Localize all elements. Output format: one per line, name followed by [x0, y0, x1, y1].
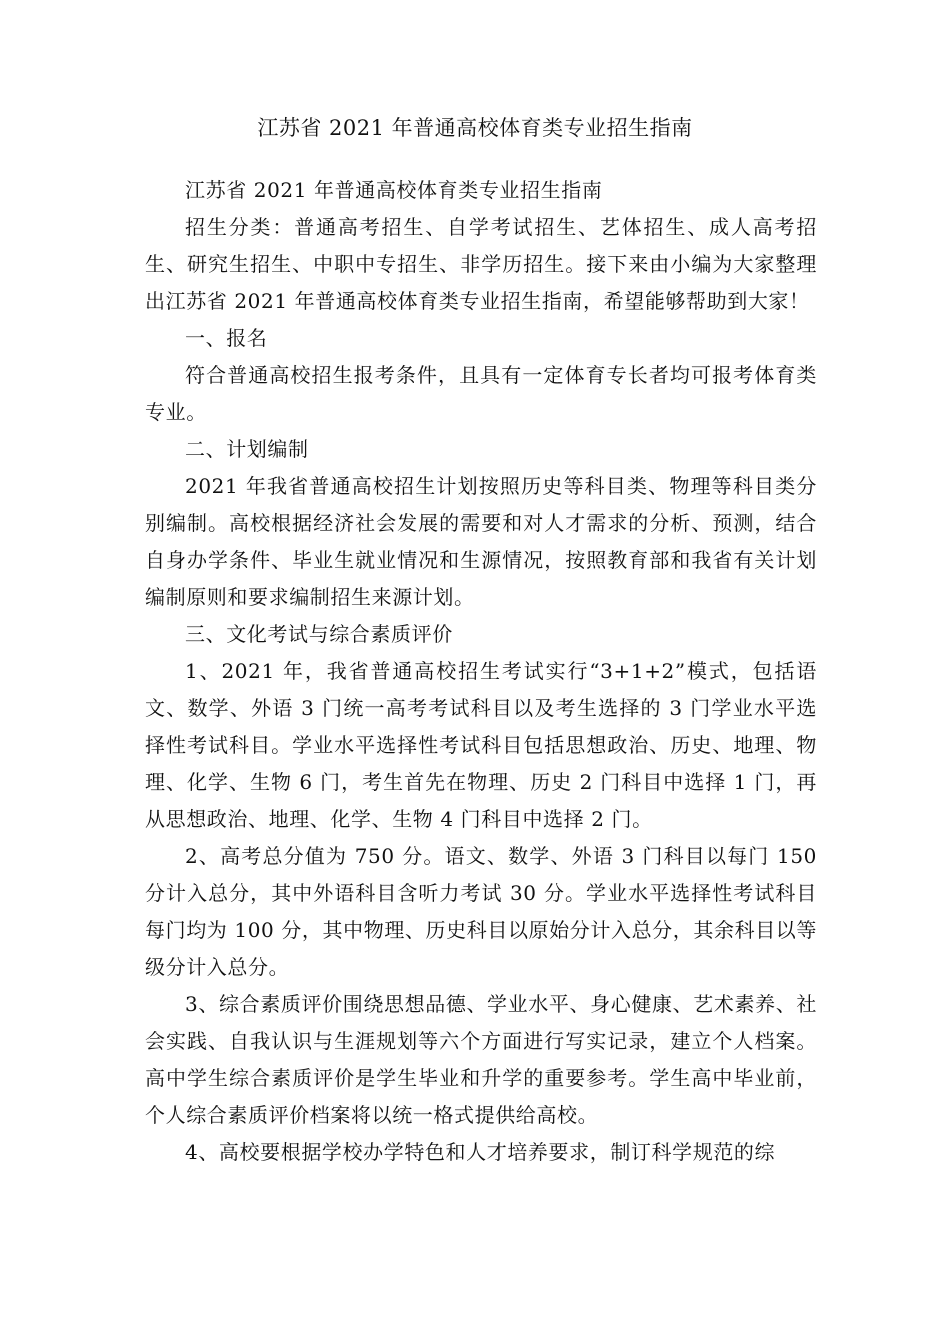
paragraph-intro: 招生分类：普通高考招生、自学考试招生、艺体招生、成人高考招生、研究生招生、中职中专招生、非学历招生。接下来由小编为大家整理出江苏省 2021 年普通高校体育类专业招生指南，希望能够帮助到大家！ [145, 215, 817, 313]
paragraph-plan: 2021 年我省普通高校招生计划按照历史等科目类、物理等科目类分别编制。高校根据经济社会发展的需要和对人才需求的分析、预测，结合自身办学条件、毕业生就业情况和生源情况，按照教育部和我省有关计划编制原则和要求编制招生来源计划。 [145, 474, 817, 609]
paragraph-university-requirements: 4、高校要根据学校办学特色和人才培养要求，制订科学规范的综 [185, 1140, 776, 1164]
paragraph-exam-scores: 2、高考总分值为 750 分。语文、数学、外语 3 门科目以每门 150 分计入总分，其中外语科目含听力考试 30 分。学业水平选择性考试科目每门均为 100 分，其中物理、历史科目以原始分计入总分，其余科目以等级分计入总分。 [145, 844, 817, 979]
paragraph-quality-evaluation: 3、综合素质评价围绕思想品德、学业水平、身心健康、艺术素养、社会实践、自我认识与生涯规划等六个方面进行写实记录，建立个人档案。高中学生综合素质评价是学生毕业和升学的重要参考。学生高中毕业前，个人综合素质评价档案将以统一格式提供给高校。 [145, 992, 817, 1127]
document-title: 江苏省 2021 年普通高校体育类专业招生指南 [257, 116, 693, 140]
section-heading-registration: 一、报名 [185, 326, 268, 350]
paragraph-repeated-title: 江苏省 2021 年普通高校体育类专业招生指南 [185, 178, 603, 202]
section-heading-exams: 三、文化考试与综合素质评价 [185, 622, 453, 646]
section-heading-plan: 二、计划编制 [185, 437, 309, 461]
paragraph-exam-mode: 1、2021 年，我省普通高校招生考试实行“3+1+2”模式，包括语文、数学、外语 3 门统一高考考试科目以及考生选择的 3 门学业水平选择性考试科目。学业水平选择性考试科目包括思想政治、历史、地理、物理、化学、生物 6 门，考生首先在物理、历史 2 门科目中选择 1 门，再从思想政治、地理、化学、生物 4 门科目中选择 2 门。 [145, 659, 817, 831]
document-body [145, 172, 817, 1171]
paragraph-registration: 符合普通高校招生报考条件，且具有一定体育专长者均可报考体育类专业。 [145, 363, 817, 424]
